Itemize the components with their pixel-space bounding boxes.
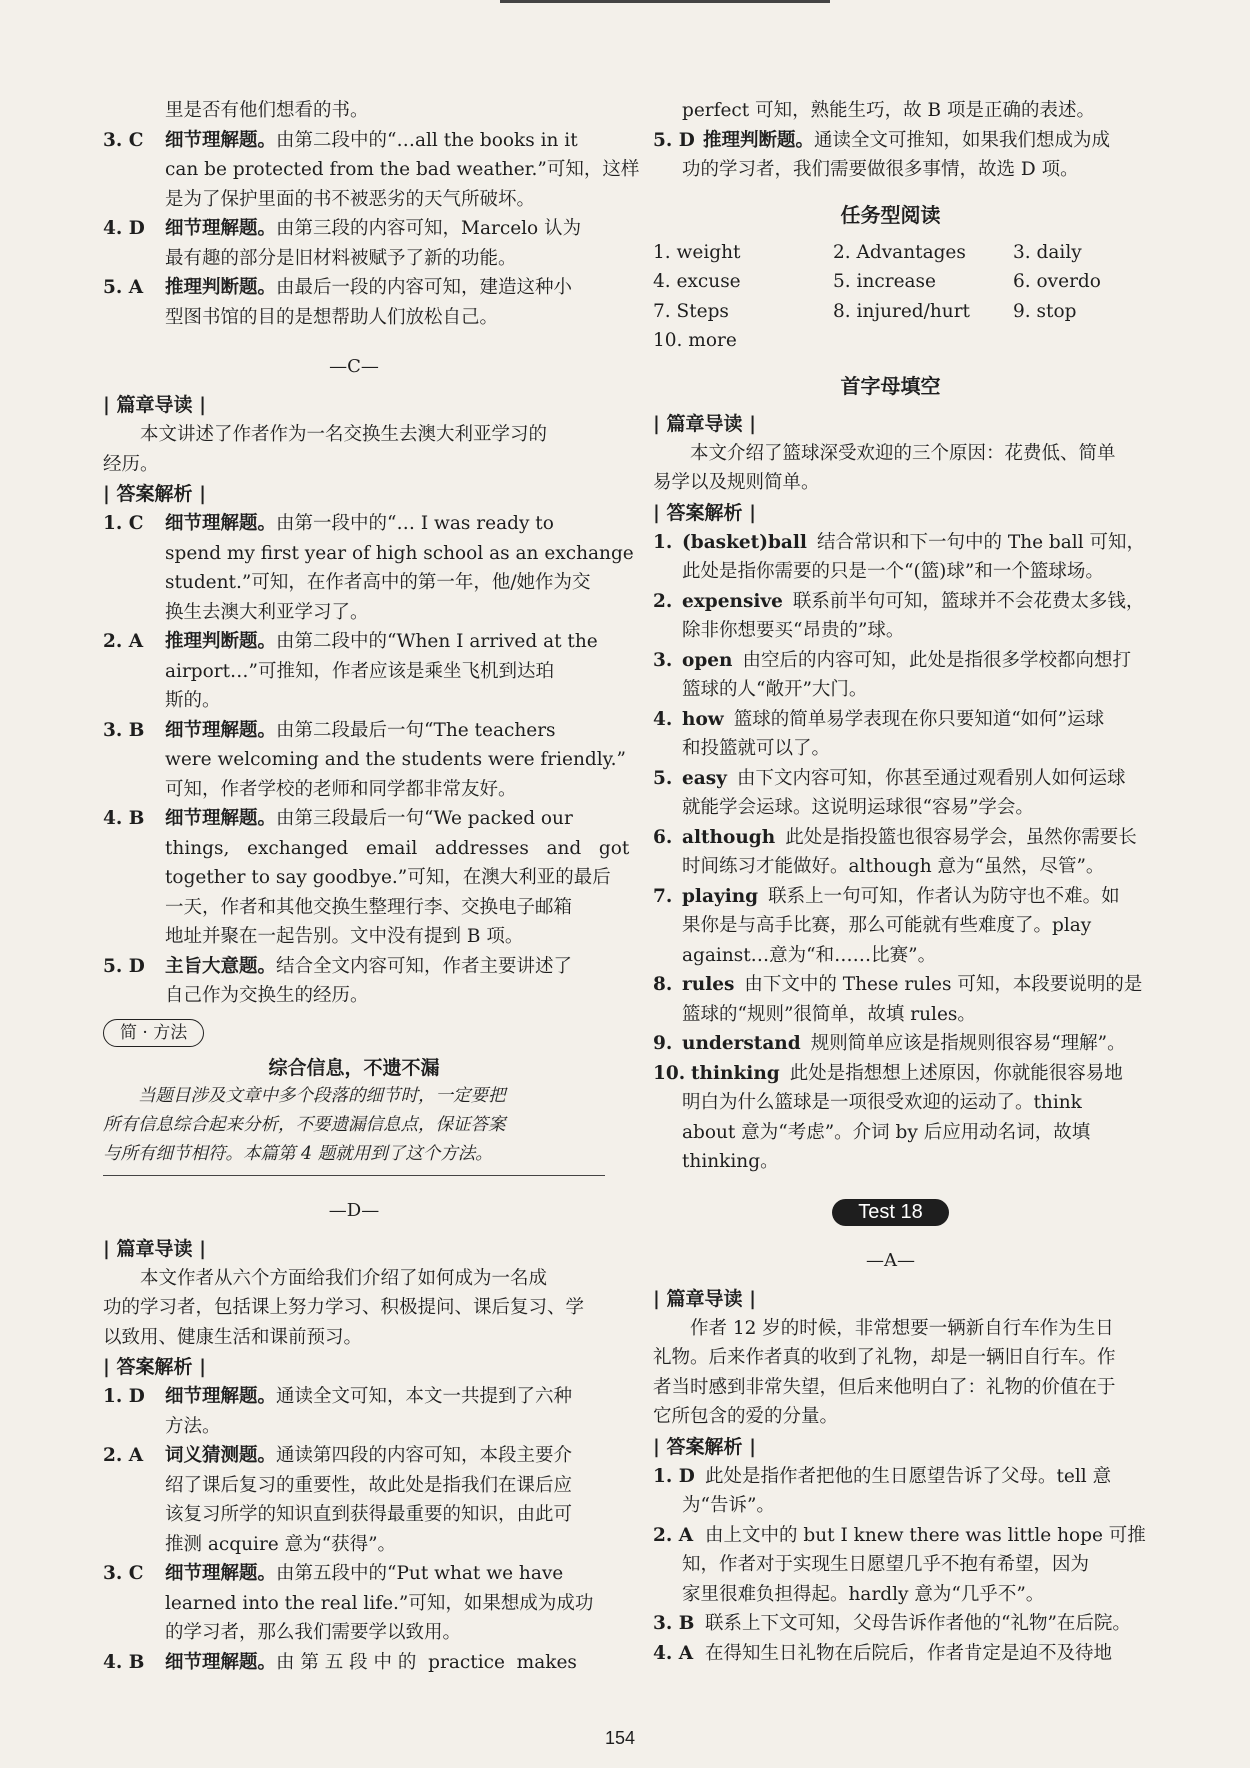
guide-label: | 篇章导读 |	[653, 412, 757, 435]
test-badge-wrap	[653, 1199, 1128, 1226]
answer-label: | 答案解析 |	[653, 501, 757, 524]
task-answer: 1. weight	[653, 241, 741, 263]
answer-item: 6. although 此处是指投篮也很容易学会，虽然你需要长	[653, 826, 1137, 848]
task-answer: 2. Advantages	[833, 241, 966, 263]
answer-item: 4. D 细节理解题。由第三段的内容可知，Marcelo 认为	[103, 218, 582, 239]
text-line: 功的学习者，包括课上努力学习、积极提问、课后复习、学	[103, 1297, 585, 1318]
answer-item: 2. A 推理判断题。由第二段中的“When I arrived at the	[103, 631, 598, 652]
answer-item: 1. (basket)ball 结合常识和下一句中的 The ball 可知，	[653, 531, 1146, 553]
text-line: together to say goodbye.”可知，在澳大利亚的最后	[165, 867, 611, 888]
answer-item: 3. C 细节理解题。由第五段中的“Put what we have	[103, 1563, 564, 1584]
answer-item: 7. playing 联系上一句可知，作者认为防守也不难。如	[653, 885, 1120, 907]
text-line: 最有趣的部分是旧材料被赋予了新的功能。	[165, 247, 517, 269]
section-heading-a: —A—	[866, 1249, 915, 1271]
text-line: things, exchanged email addresses and got	[165, 837, 630, 859]
guide-label: | 篇章导读 |	[653, 1287, 757, 1310]
answer-label: | 答案解析 |	[103, 1356, 207, 1378]
text-line: 篮球的“规则”很简单，故填 rules。	[682, 1003, 976, 1025]
section-heading-d: —D—	[328, 1199, 380, 1221]
text-line: 易学以及规则简单。	[653, 472, 820, 493]
answer-label: | 答案解析 |	[103, 483, 207, 505]
text-line: 它所包含的爱的分量。	[653, 1406, 839, 1427]
page-number: 154	[605, 1728, 636, 1748]
text-line: 地址并聚在一起告别。文中没有提到 B 项。	[165, 926, 524, 947]
task-answer-grid	[653, 238, 1128, 356]
text-line: spend my first year of high school as an exchange	[165, 542, 634, 564]
text-line: about 意为“考虑”。介词 by 后应用动名词，故填	[682, 1121, 1091, 1143]
method-body: 当题目涉及文章中多个段落的细节时，一定要把 所有信息综合起来分析，不要遗漏信息点，保证答案 与所有细节相符。本篇第 4 题就用到了这个方法。	[103, 1085, 506, 1164]
guide-label: | 篇章导读 |	[103, 1237, 207, 1260]
task-answer: 9. stop	[1013, 300, 1077, 322]
text-line: 一天，作者和其他交换生整理行李、交换电子邮箱	[165, 896, 573, 918]
text-line: 就能学会运球。这说明运球很“容易”学会。	[682, 797, 1034, 818]
answer-item: 8. rules 由下文中的 These rules 可知，本段要说明的是	[653, 974, 1143, 995]
text-line: 里是否有他们想看的书。	[165, 100, 369, 121]
right-column	[653, 96, 1146, 1668]
text-line: 绍了课后复习的重要性，故此处是指我们在课后应	[165, 1474, 573, 1496]
text-line: 是为了保护里面的书不被恶劣的天气所破坏。	[165, 188, 536, 210]
answer-item: 1. C 细节理解题。由第一段中的“… I was ready to	[103, 513, 554, 534]
answer-item: 2. A 由上文中的 but I knew there was little hope 可推	[653, 1524, 1146, 1546]
method-title: 综合信息，不遗不漏	[268, 1056, 440, 1079]
answer-item: 3. B 联系上下文可知，父母告诉作者他的“礼物”在后院。	[653, 1613, 1131, 1634]
text-line: 和投篮就可以了。	[682, 738, 831, 759]
text-line: 方法。	[165, 1415, 221, 1437]
text-line: against…意为“和……比赛”。	[682, 944, 937, 966]
text-line: 知，作者对于实现生日愿望几乎不抱有希望，因为	[682, 1554, 1090, 1575]
guide-text: 本文介绍了篮球深受欢迎的三个原因：花费低、简单	[690, 442, 1116, 464]
text-line: 功的学习者，我们需要做很多事情，故选 D 项。	[682, 159, 1079, 180]
text-line: 的学习者，那么我们需要学以致用。	[165, 1622, 462, 1643]
answer-item: 5. D 主旨大意题。结合全文内容可知，作者主要讲述了	[103, 955, 573, 977]
task-answer: 10. more	[653, 330, 737, 351]
method-pill: 简 · 方法	[103, 1019, 204, 1047]
answer-label: | 答案解析 |	[653, 1435, 757, 1458]
text-line: 该复习所学的知识直到获得最重要的知识，由此可	[165, 1504, 573, 1525]
text-line: learned into the real life.”可知，如果想成为成功	[165, 1592, 594, 1614]
task-answer: 7. Steps	[653, 300, 729, 322]
text-line: 推测 acquire 意为“获得”。	[165, 1533, 397, 1555]
text-line: 篮球的人“敞开”大门。	[682, 679, 868, 700]
text-line: 为“告诉”。	[682, 1495, 775, 1516]
text-line: 此处是指你需要的只是一个“(篮)球”和一个篮球场。	[682, 561, 1104, 582]
answer-item: 1. D 此处是指作者把他的生日愿望告诉了父母。tell 意	[653, 1465, 1112, 1487]
text-line: 以致用、健康生活和课前预习。	[103, 1326, 363, 1348]
text-line: 者当时感到非常失望，但后来他明白了：礼物的价值在于	[653, 1376, 1116, 1398]
text-line: 型图书馆的目的是想帮助人们放松自己。	[165, 306, 499, 328]
answer-item: 4. B 细节理解题。由 第 五 段 中 的 practice makes	[103, 1651, 577, 1673]
text-line: 明白为什么篮球是一项很受欢迎的运动了。think	[682, 1092, 1082, 1113]
text-line: 换生去澳大利亚学习了。	[165, 601, 369, 623]
text-line: 可知，作者学校的老师和同学都非常友好。	[165, 778, 517, 800]
answer-item: 4. B 细节理解题。由第三段最后一句“We packed our	[103, 808, 573, 829]
answer-item: 2. A 词义猜测题。通读第四段的内容可知，本段主要介	[103, 1445, 573, 1466]
answer-item: 5. easy 由下文内容可知，你甚至通过观看别人如何运球	[653, 767, 1126, 789]
guide-text: 本文讲述了作者作为一名交换生去澳大利亚学习的 经历。	[103, 424, 548, 475]
text-line: 果你是与高手比赛，那么可能就有些难度了。play	[682, 915, 1092, 936]
text-line: perfect 可知，熟能生巧，故 B 项是正确的表述。	[682, 100, 1095, 121]
cloze-title: 首字母填空	[840, 373, 941, 398]
answer-item: 1. D 细节理解题。通读全文可知，本文一共提到了六种	[103, 1386, 573, 1407]
answer-item: 5. A 推理判断题。由最后一段的内容可知，建造这种小	[103, 277, 573, 298]
answer-item: 10. thinking 此处是指想想上述原因，你就能很容易地	[653, 1062, 1123, 1084]
answer-item: 4. A 在得知生日礼物在后院后，作者肯定是迫不及待地	[653, 1642, 1113, 1664]
answer-item: 5. D 推理判断题。通读全文可推知，如果我们想成为成	[653, 129, 1111, 151]
text-line: were welcoming and the students were friendly.”	[165, 749, 626, 770]
text-line: 斯的。	[165, 690, 221, 711]
answer-item: 3. C 细节理解题。由第二段中的“…all the books in it	[103, 129, 578, 151]
text-line: thinking。	[682, 1151, 779, 1172]
answer-item: 4. how 篮球的简单易学表现在你只要知道“如何”运球	[653, 708, 1105, 730]
left-column	[103, 96, 640, 1677]
answer-item: 3. B 细节理解题。由第二段最后一句“The teachers	[103, 719, 556, 741]
test-badge: Test 18	[832, 1199, 948, 1226]
text-line: airport…”可推知，作者应该是乘坐飞机到达珀	[165, 660, 555, 682]
task-answer: 4. excuse	[653, 271, 741, 292]
answer-item: 9. understand 规则简单应该是指规则很容易“理解”。	[653, 1033, 1126, 1054]
task-answer: 6. overdo	[1013, 271, 1101, 292]
method-box	[103, 1019, 605, 1176]
section-heading-c: —C—	[329, 356, 379, 377]
task-reading-title: 任务型阅读	[840, 202, 941, 227]
top-rule	[500, 0, 830, 3]
text-line: can be protected from the bad weather.”可知，这样	[165, 159, 640, 180]
text-line: 时间练习才能做好。although 意为“虽然，尽管”。	[682, 856, 1105, 877]
text-line: student.”可知，在作者高中的第一年，他/她作为交	[165, 572, 591, 593]
guide-text: 本文作者从六个方面给我们介绍了如何成为一名成	[140, 1267, 548, 1289]
guide-text: 作者 12 岁的时候，非常想要一辆新自行车作为生日	[690, 1317, 1114, 1339]
task-answer: 3. daily	[1013, 241, 1082, 263]
task-answer: 8. injured/hurt	[833, 300, 970, 322]
guide-label: | 篇章导读 |	[103, 394, 207, 416]
answer-item: 3. open 由空后的内容可知，此处是指很多学校都向想打	[653, 649, 1132, 671]
text-line: 礼物。后来作者真的收到了礼物，却是一辆旧自行车。作	[653, 1347, 1116, 1368]
text-line: 自己作为交换生的经历。	[165, 985, 369, 1006]
text-line: 除非你想要买“昂贵的”球。	[682, 620, 905, 641]
answer-item: 2. expensive 联系前半句可知，篮球并不会花费太多钱，	[653, 590, 1145, 612]
text-line: 家里很难负担得起。hardly 意为“几乎不”。	[682, 1583, 1045, 1605]
task-answer: 5. increase	[833, 271, 936, 292]
